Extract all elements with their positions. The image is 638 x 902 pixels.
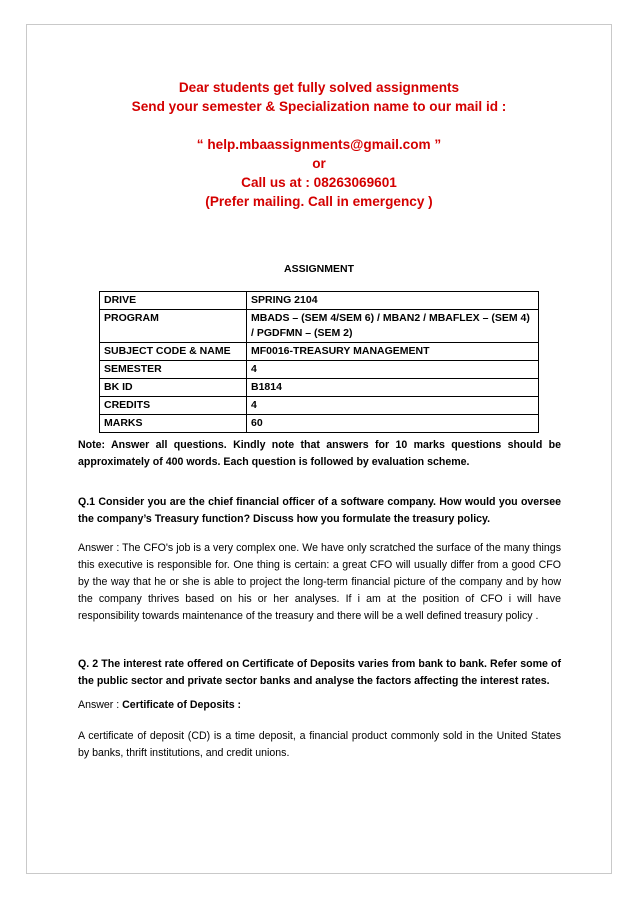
header-line-1: Dear students get fully solved assignments bbox=[178, 80, 460, 95]
table-value: 4 bbox=[247, 361, 539, 379]
assignment-info-table bbox=[99, 291, 539, 433]
table-label: SEMESTER bbox=[100, 361, 247, 379]
table-value: MBADS – (SEM 4/SEM 6) / MBAN2 / MBAFLEX – (SEM 4) / PGDFMN – (SEM 2) bbox=[247, 310, 539, 343]
table-label: CREDITS bbox=[100, 397, 247, 415]
table-label: MARKS bbox=[100, 415, 247, 433]
question-1: Q.1 Consider you are the chief financial officer of a software company. How would you oversee the company’s Treasury function? Discuss how you formulate the treasury policy. bbox=[78, 496, 561, 525]
table-row bbox=[100, 343, 539, 361]
answer-2: A certificate of deposit (CD) is a time deposit, a financial product commonly sold in the United States by banks, thrift institutions, and credit unions. bbox=[78, 730, 561, 759]
question-2: Q. 2 The interest rate offered on Certificate of Deposits varies from bank to bank. Refer some of the public sector and private sector banks and analyse the factors affecting the interest rates. bbox=[78, 658, 561, 687]
table-row bbox=[100, 292, 539, 310]
answer-2-heading-line bbox=[78, 697, 561, 714]
table-value: B1814 bbox=[247, 379, 539, 397]
header-line-2: Send your semester & Specialization name to our mail id : bbox=[131, 99, 507, 114]
contact-header bbox=[0, 78, 638, 211]
table-label: SUBJECT CODE & NAME bbox=[100, 343, 247, 361]
assignment-title: ASSIGNMENT bbox=[283, 263, 354, 275]
table-label: DRIVE bbox=[100, 292, 247, 310]
note-paragraph: Note: Answer all questions. Kindly note that answers for 10 marks questions should be approximately of 400 words. Each question is followed by evaluation scheme. bbox=[78, 439, 561, 468]
table-label: BK ID bbox=[100, 379, 247, 397]
table-value: 60 bbox=[247, 415, 539, 433]
table-row bbox=[100, 361, 539, 379]
header-call: Call us at : 08263069601 bbox=[241, 175, 397, 190]
table-value: SPRING 2104 bbox=[247, 292, 539, 310]
answer-2-prefix: Answer : bbox=[78, 699, 123, 711]
table-value: MF0016-TREASURY MANAGEMENT bbox=[247, 343, 539, 361]
answer-1: Answer : The CFO's job is a very complex one. We have only scratched the surface of the many things this executive is responsible for. One thing is certain: a great CFO will usually differ from a good CFO by the way that he or she is able to project the long-term financial picture of the company and by how the company thrives based on his or her analyses. If i am at the position of CFO i will have responsibility towards maintenance of the treasury and there will be a well defined treasury policy . bbox=[78, 542, 561, 622]
answer-2-heading: Certificate of Deposits : bbox=[122, 699, 242, 711]
table-row bbox=[100, 415, 539, 433]
header-prefer: (Prefer mailing. Call in emergency ) bbox=[205, 194, 433, 209]
header-or: or bbox=[312, 156, 326, 171]
table-row bbox=[100, 310, 539, 343]
table-row bbox=[100, 379, 539, 397]
table-label: PROGRAM bbox=[100, 310, 247, 343]
table-value: 4 bbox=[247, 397, 539, 415]
header-email: “ help.mbaassignments@gmail.com ” bbox=[196, 137, 442, 152]
table-row bbox=[100, 397, 539, 415]
